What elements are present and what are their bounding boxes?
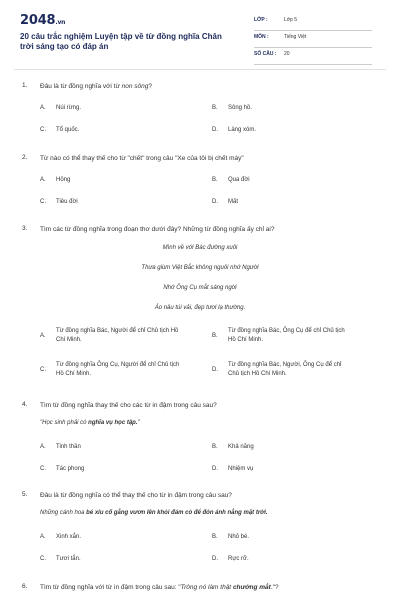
question-text: Tìm từ đồng nghĩa thay thế cho các từ in đậm trong câu sau? (40, 402, 217, 409)
option-text: Từ đồng nghĩa Ông Cụ, Người để chỉ Chủ tịch Hồ Chí Minh. (56, 362, 180, 377)
option-text: Tiêu đời (56, 199, 78, 205)
question-text: Tìm các từ đồng nghĩa trong đoạn thơ dưới đây? Những từ đồng nghĩa ấy chỉ ai? (40, 226, 275, 233)
option-text: Tinh thần (56, 444, 81, 450)
logo-suffix: .vn (55, 19, 66, 26)
option-text: Nhỏ bé. (228, 534, 250, 540)
option-text: Tác phong (56, 466, 85, 472)
option-text: Từ đồng nghĩa Bác, Ông Cụ để chỉ Chủ tịch Hồ Chí Minh. (228, 328, 345, 343)
option-letter: D. (212, 367, 218, 373)
page-title: 20 câu trắc nghiệm Luyện tập về từ đồng nghĩa Chân trời sáng tạo có đáp án (20, 32, 222, 51)
site-logo[interactable] (20, 13, 65, 28)
sentence-bold-part: bé xíu cố gắng vươn lên khỏi đám cỏ để đón ánh nắng mặt trời. (86, 510, 268, 516)
header (0, 0, 400, 66)
meta-row-socau (254, 48, 372, 65)
option-letter: A. (40, 444, 46, 450)
option-letter: D. (212, 466, 218, 472)
meta-key-lop: LỚP : (254, 17, 268, 23)
option-letter: C. (40, 466, 46, 472)
option-text: Xinh xắn. (56, 534, 82, 540)
poem-line: Thưa giùm Việt Bắc không nguôi nhớ Người (141, 265, 259, 271)
sentence-part: "Học sinh phải có (40, 420, 89, 426)
question-text (40, 82, 380, 91)
sentence-bold-part: nghĩa vụ học tập. (88, 420, 138, 426)
option-letter: B. (212, 534, 218, 540)
poem-line: Nhớ Ông Cụ mắt sáng ngời (163, 285, 237, 291)
meta-val-socau: 20 (284, 51, 290, 57)
option-letter: D. (212, 556, 218, 562)
option-letter: C. (40, 556, 46, 562)
question-number: 3. (22, 225, 28, 232)
option-text: Qua đời (228, 177, 250, 183)
option-letter: D. (212, 199, 218, 205)
option-text: Hỏng (56, 177, 71, 183)
example-sentence (40, 510, 380, 516)
logo-text: 2048 (20, 13, 56, 28)
option-text: Núi rừng. (56, 105, 82, 111)
option-text: Làng xóm. (228, 127, 257, 133)
question-text-part: Tìm từ đồng nghĩa với từ in đậm trong câu sau: " (40, 584, 181, 591)
sentence-part: Những cánh hoa (40, 510, 87, 516)
header-divider (14, 69, 386, 70)
question-text-part: ? (148, 83, 152, 90)
option-letter: C. (40, 199, 46, 205)
meta-row-lop (254, 14, 372, 31)
question-text: Đâu là từ đồng nghĩa có thể thay thế cho từ in đậm trong câu sau? (40, 492, 232, 499)
option-letter: C. (40, 367, 46, 373)
question-text-emphasis: Trông nó làm thật (180, 584, 233, 591)
meta-key-socau: SỐ CÂU : (254, 51, 277, 57)
poem-line: Mình về với Bác đường xuôi (162, 245, 238, 251)
option-text: Khả năng (228, 444, 254, 450)
question-text-strong: chướng mắt (232, 584, 271, 591)
question-number: 4. (22, 401, 28, 408)
question-text-emphasis: non sông (121, 83, 149, 90)
meta-val-lop: Lớp 5 (284, 17, 298, 23)
question-number: 5. (22, 491, 28, 498)
option-letter: B. (212, 105, 218, 111)
option-letter: B. (212, 333, 218, 339)
option-text: Từ đồng nghĩa Bác, Người, Ông Cụ để chỉ Chủ tịch Hồ Chí Minh. (228, 362, 342, 377)
option-letter: B. (212, 444, 218, 450)
option-text: Tổ quốc. (56, 127, 80, 133)
question-text-part: Đâu là từ đồng nghĩa với từ (40, 83, 122, 90)
option-text: Nhiệm vụ (228, 466, 254, 472)
question-text-part: ."? (270, 584, 279, 591)
option-letter: C. (40, 127, 46, 133)
example-sentence (40, 420, 380, 426)
option-letter: D. (212, 127, 218, 133)
question-number: 6. (22, 583, 28, 590)
meta-table (254, 14, 372, 65)
option-letter: B. (212, 177, 218, 183)
question-number: 1. (22, 82, 28, 89)
option-text: Mất (228, 199, 239, 205)
option-letter: A. (40, 534, 46, 540)
meta-key-mon: MÔN : (254, 34, 269, 40)
question-number: 2. (22, 154, 28, 161)
option-letter: A. (40, 177, 46, 183)
option-letter: A. (40, 105, 46, 111)
poem-line: Áo nâu túi vải, đẹp tươi lạ thường. (154, 305, 246, 311)
question-text: Từ nào có thể thay thế cho từ "chết" trong câu "Xe của tôi bị chết máy" (40, 155, 244, 162)
meta-row-mon (254, 31, 372, 48)
option-text: Từ đồng nghĩa Bác, Người để chỉ Chủ tịch Hồ Chí Minh. (56, 328, 179, 343)
option-text: Rực rỡ. (228, 556, 249, 562)
option-text: Tươi tắn. (56, 556, 81, 562)
option-text: Sông hồ. (228, 105, 253, 111)
sentence-part: " (137, 420, 140, 426)
meta-val-mon: Tiếng Việt (284, 34, 307, 40)
option-letter: A. (40, 333, 46, 339)
question-text (40, 583, 380, 592)
